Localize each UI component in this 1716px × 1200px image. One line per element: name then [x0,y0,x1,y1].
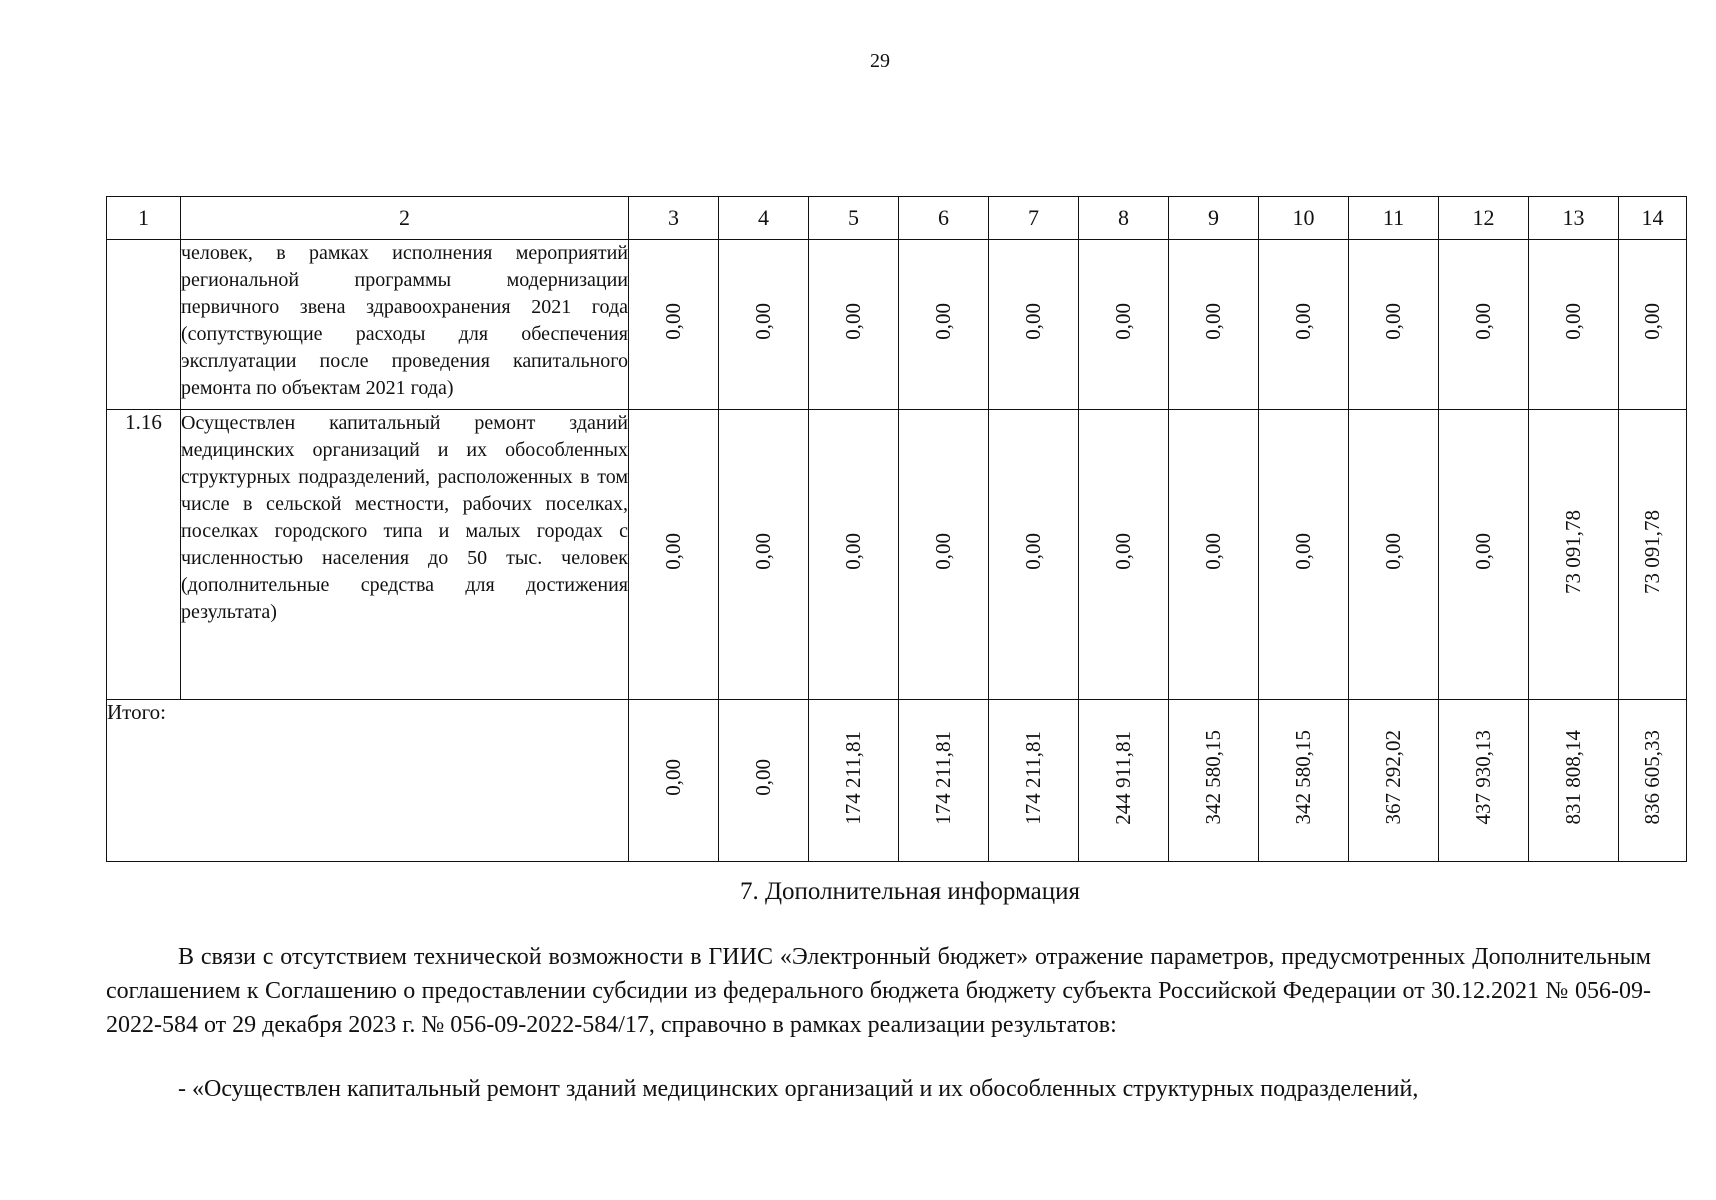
value-cell: 0,00 [1381,533,1405,570]
table-row [107,410,1687,700]
total-value-cell: 437 930,13 [1471,730,1495,825]
column-header: 12 [1439,197,1529,240]
total-value-cell: 174 211,81 [931,730,955,825]
value-cell: 0,00 [1561,303,1585,340]
value-cell: 0,00 [1471,303,1495,340]
budget-table [106,196,1687,862]
total-value-cell: 342 580,15 [1201,730,1225,825]
value-cell: 0,00 [1640,303,1664,340]
total-value-cell: 836 605,33 [1640,730,1664,825]
value-cell: 73 091,78 [1561,509,1585,594]
value-cell: 0,00 [661,303,685,340]
column-header: 10 [1259,197,1349,240]
column-header: 7 [989,197,1079,240]
value-cell: 0,00 [1201,303,1225,340]
row-description: Осуществлен капитальный ремонт зданий медицинских организаций и их обособленных структурных подразделений, расположенных в том числе в сельской местности, рабочих поселках, поселках городского типа и малых городах с численностью населения до 50 тыс. человек (дополнительные средства для достижения результата) [181,410,629,700]
value-cell: 0,00 [1471,533,1495,570]
total-value-cell: 0,00 [661,759,685,796]
column-header: 2 [181,197,629,240]
row-number [107,240,181,410]
total-value-cell: 367 292,02 [1381,730,1405,825]
total-value-cell: 0,00 [751,759,775,796]
column-header: 8 [1079,197,1169,240]
value-cell: 0,00 [1291,533,1315,570]
total-value-cell: 831 808,14 [1561,730,1585,825]
column-header: 4 [719,197,809,240]
value-cell: 0,00 [1381,303,1405,340]
value-cell: 0,00 [1021,303,1045,340]
column-header: 11 [1349,197,1439,240]
total-value-cell: 244 911,81 [1111,730,1135,825]
total-value-cell: 174 211,81 [1021,730,1045,825]
total-value-cell: 174 211,81 [841,730,865,825]
value-cell: 0,00 [1021,533,1045,570]
page-number: 29 [870,50,890,72]
value-cell: 0,00 [841,303,865,340]
value-cell: 0,00 [1111,303,1135,340]
total-row [107,700,1687,862]
value-cell: 0,00 [751,533,775,570]
table-row [107,240,1687,410]
row-description: человек, в рамках исполнения мероприятий региональной программы модернизации первичного звена здравоохранения 2021 года (сопутствующие расходы для обеспечения эксплуатации после проведения капитального ремонта по объектам 2021 года) [181,240,629,410]
column-header: 9 [1169,197,1259,240]
column-header: 3 [629,197,719,240]
body-paragraph: В связи с отсутствием технической возможности в ГИИС «Электронный бюджет» отражение параметров, предусмотренных Дополнительным соглашением к Соглашению о предоставлении субсидии из федерального бюджета бюджету субъекта Российской Федерации от 30.12.2021 № 056-09-2022-584 от 29 декабря 2023 г. № 056-09-2022-584/17, справочно в рамках реализации результатов: [106,944,1651,1038]
column-header: 14 [1619,197,1687,240]
value-cell: 0,00 [841,533,865,570]
value-cell: 0,00 [1291,303,1315,340]
column-header: 5 [809,197,899,240]
value-cell: 0,00 [931,303,955,340]
bullet-item: - «Осуществлен капитальный ремонт зданий медицинских организаций и их обособленных структурных подразделений, [178,1076,1419,1102]
column-header: 6 [899,197,989,240]
total-label: Итого: [107,700,629,862]
value-cell: 0,00 [1201,533,1225,570]
section-title: 7. Дополнительная информация [739,878,1081,905]
value-cell: 73 091,78 [1640,509,1664,594]
value-cell: 0,00 [661,533,685,570]
row-number: 1.16 [107,410,181,700]
value-cell: 0,00 [931,533,955,570]
table-header-row [107,197,1687,240]
value-cell: 0,00 [1111,533,1135,570]
column-header: 1 [107,197,181,240]
total-value-cell: 342 580,15 [1291,730,1315,825]
value-cell: 0,00 [751,303,775,340]
column-header: 13 [1529,197,1619,240]
